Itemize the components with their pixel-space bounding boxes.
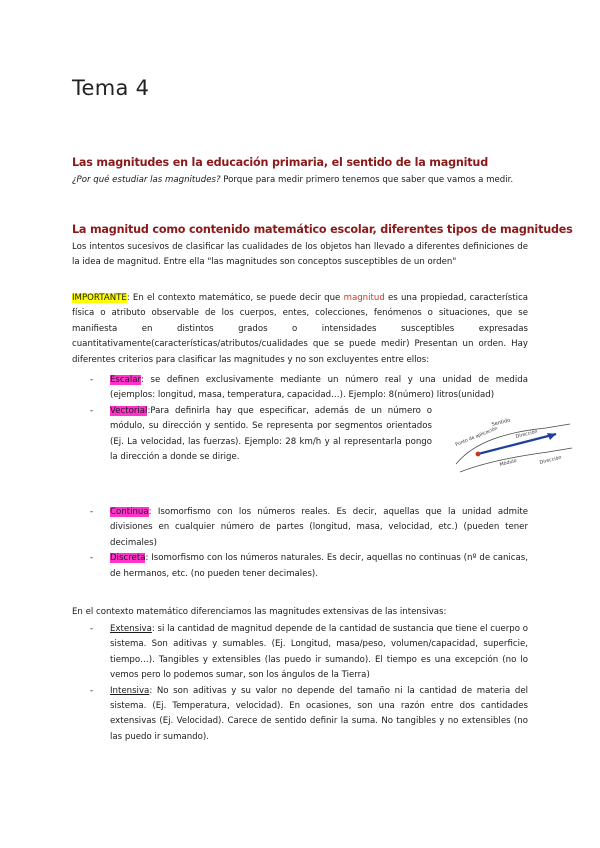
item-label-vectorial: Vectorial: [110, 405, 148, 416]
item-label-continua: Continua: [110, 507, 149, 517]
item-text: : No son aditivas y su valor no depende del tamaño ni la cantidad de materia del sistema. (Ej. Temperatura, velocidad). En ocasiones, son una razón entre dos cantidades extensivas (Ej. Velocidad). Carece de sentido definir la suma. No tangibles y no extensibles (no las puedo ir sumando).: [110, 685, 528, 742]
question-text: ¿Por qué estudiar las magnitudes?: [72, 175, 221, 185]
item-text: :Para definirla hay que especificar, además de un número o módulo, su dirección y sentido. Se representa por segmentos orientados (Ej. La velocidad, las fuerzas). Ejemplo: 28 km/h y al representarla pongo la dirección a donde se dirige.: [110, 405, 432, 463]
paragraph-why: [72, 173, 528, 188]
diagram-label-sentido: Sentido: [491, 417, 511, 428]
importante-text-post: es una propiedad, característica física o atributo observable de los cuerpos, entes, colecciones, fenómenos o situaciones, que se manifiesta en distintos grados o intensidades susceptibles expresadas cuantitativamente(características/atributos/cualidades que se puede medir) Presentan un orden. Hay diferentes criterios para clasificar las magnitudes y no son excluyentes entre ellos:: [72, 293, 529, 365]
list-item: - Intensiva: No son aditivas y su valor no depende del tamaño ni la cantidad de materia del sistema. (Ej. Temperatura, velocidad). En ocasiones, son una razón entre dos cantidades extensivas (Ej. Velocidad). Carece de sentido definir la suma. No tangibles y no extensibles (no las puedo ir sumando).: [90, 685, 528, 742]
diagram-label-direccion-top: Dirección: [515, 429, 539, 440]
item-text: : Isomorfismo con los números reales. Es decir, aquellas que la unidad admite divisiones en cualquier número de partes (longitud, masa, velocidad, etc.) (pueden tener decimales): [110, 507, 528, 548]
diagram-label-direccion-bottom: Dirección: [539, 455, 563, 466]
item-label-escalar: Escalar: [110, 375, 141, 385]
diagram-label-modulo: Módulo: [499, 458, 518, 468]
list-tipos-2: [72, 505, 528, 582]
section-heading-tipos: La magnitud como contenido matemático escolar, diferentes tipos de magnitudes: [72, 223, 573, 236]
list-item: - Discreta: Isomorfismo con los números naturales. Es decir, aquellas no continuas (nº de canicas, de hermanos, etc. (no pueden tener decimales).: [90, 553, 528, 579]
list-extensivas: [72, 622, 528, 745]
item-text: : si la cantidad de magnitud depende de la cantidad de sustancia que tiene el cuerpo o sistema. Son aditivas y sumables. (Ej. Longitud, masa/peso, volumen/capacidad, superficie, tiempo…). Tangibles y extensibles (las puedo ir sumando). El tiempo es una excepción (no lo vemos pero lo podemos sumar, son los ángulos de la Tierra): [110, 624, 528, 681]
importante-label: IMPORTANTE: [72, 293, 127, 303]
item-text: : se definen exclusivamente mediante un número real y una unidad de medida (ejemplos: longitud, masa, temperatura, capacidad…). Ejemplo: 8(número) litros(unidad): [110, 375, 528, 401]
list-item: - Continua: Isomorfismo con los números reales. Es decir, aquellas que la unidad admite divisiones en cualquier número de partes (longitud, masa, velocidad, etc.) (pueden tener decimales): [90, 507, 528, 548]
magnitud-word: magnitud: [343, 293, 385, 303]
item-label-intensiva: Intensiva: [110, 685, 150, 696]
paragraph-importante: [72, 291, 528, 368]
paragraph-intro: Los intentos sucesivos de clasificar las cualidades de los objetos han llevado a diferentes definiciones de la idea de magnitud. Entre ella "las magnitudes son conceptos susceptibles de un orden": [72, 242, 528, 268]
diagram-label-punto: Punto de aplicación: [454, 426, 499, 448]
list-item: - Extensiva: si la cantidad de magnitud depende de la cantidad de sustancia que tiene el cuerpo o sistema. Son aditivas y sumables. (Ej. Longitud, masa/peso, volumen/capacidad, superficie, tiempo…). Tangibles y extensibles (las puedo ir sumando). El tiempo es una excepción (no lo vemos pero lo podemos sumar, son los ángulos de la Tierra): [90, 624, 528, 681]
list-item: - Escalar: se definen exclusivamente mediante un número real y una unidad de medida (ejemplos: longitud, masa, temperatura, capacidad…). Ejemplo: 8(número) litros(unidad): [90, 375, 528, 401]
answer-text: Porque para medir primero tenemos que saber que vamos a medir.: [220, 175, 514, 185]
vector-diagram-image: [452, 416, 576, 482]
item-label-extensiva: Extensiva: [110, 624, 152, 634]
list-item: - Vectorial:Para definirla hay que especificar, además de un número o módulo, su dirección y sentido. Se representa por segmentos orientados (Ej. La velocidad, las fuerzas). Ejemplo: 28 km/h y al representarla pongo la dirección a donde se dirige.: [90, 405, 432, 463]
page-title: Tema 4: [72, 76, 150, 100]
section-heading-sentido: Las magnitudes en la educación primaria, el sentido de la magnitud: [72, 156, 489, 169]
importante-text-pre: : En el contexto matemático, se puede decir que: [126, 293, 344, 303]
item-label-discreta: Discreta: [110, 553, 146, 564]
item-text: : Isomorfismo con los números naturales. Es decir, aquellas no continuas (nº de canicas, de hermanos, etc. (no pueden tener decimales).: [110, 553, 528, 579]
paragraph-extensivas: En el contexto matemático diferenciamos las magnitudes extensivas de las intensivas:: [72, 607, 447, 617]
